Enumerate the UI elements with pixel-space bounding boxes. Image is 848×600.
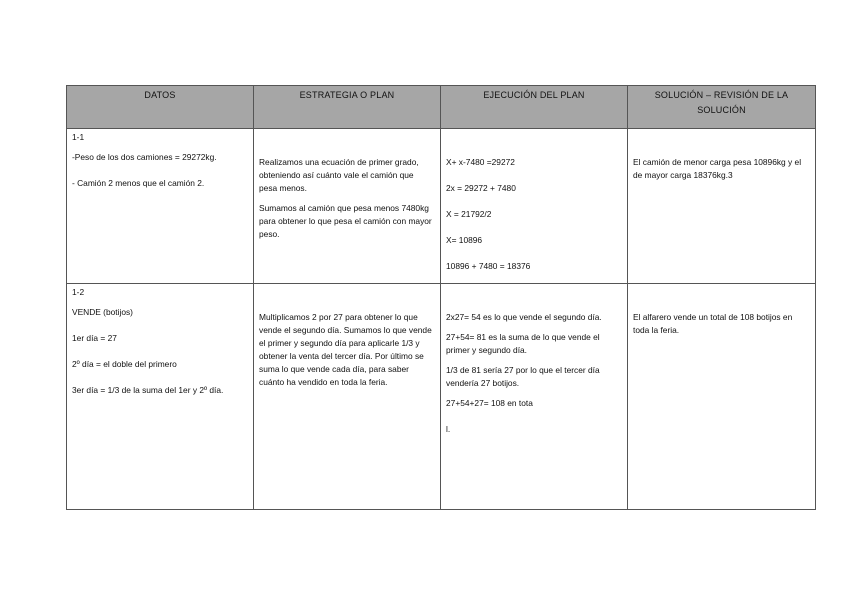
cell-estrategia [254, 284, 441, 510]
estrategia-paragraph: Multiplicamos 2 por 27 para obtener lo que vende el segundo día. Sumamos lo que vende el primer y segundo día para aplicarle 1/3 y obtener la venta del tercer día. Por último se suma lo que vende cada día, para saber cuánto ha vendido en toda la feria. [259, 312, 432, 387]
ejecucion-step: 27+54= 81 es la suma de lo que vende el primer y segundo día. [446, 332, 600, 355]
estrategia-paragraph: Realizamos una ecuación de primer grado, obteniendo así cuánto vale el camión que pesa menos. [259, 157, 419, 193]
cell-ejecucion [441, 129, 628, 284]
problem-id: 1-2 [72, 287, 85, 297]
ejecucion-step: 10896 + 7480 = 18376 [446, 261, 531, 271]
table-row [67, 284, 816, 510]
cell-solucion [628, 284, 816, 510]
ejecucion-step: l. [446, 424, 451, 434]
ejecucion-step: 2x27= 54 es lo que vende el segundo día. [446, 312, 602, 322]
ejecucion-step: X+ x-7480 =29272 [446, 157, 515, 167]
datos-line: VENDE (botijos) [72, 307, 133, 317]
header-ejecucion: EJECUCIÓN DEL PLAN [441, 86, 628, 129]
datos-line: 1er día = 27 [72, 333, 117, 343]
plan-table [66, 85, 816, 510]
cell-solucion [628, 129, 816, 284]
datos-line: 3er día = 1/3 de la suma del 1er y 2º día. [72, 385, 224, 395]
ejecucion-step: X = 21792/2 [446, 209, 492, 219]
cell-datos [67, 129, 254, 284]
cell-datos [67, 284, 254, 510]
cell-ejecucion [441, 284, 628, 510]
header-row [67, 86, 816, 129]
problem-id: 1-1 [72, 132, 85, 142]
header-datos: DATOS [67, 86, 254, 129]
solucion-text: El alfarero vende un total de 108 botijos en toda la feria. [633, 312, 793, 335]
ejecucion-step: 27+54+27= 108 en tota [446, 398, 533, 408]
header-estrategia: ESTRATEGIA O PLAN [254, 86, 441, 129]
estrategia-paragraph: Sumamos al camión que pesa menos 7480kg para obtener lo que pesa el camión con mayor peso. [259, 203, 432, 239]
header-solucion: SOLUCIÓN – REVISIÓN DE LA SOLUCIÓN [628, 86, 816, 129]
datos-line: - Camión 2 menos que el camión 2. [72, 178, 205, 188]
ejecucion-step: X= 10896 [446, 235, 483, 245]
cell-estrategia [254, 129, 441, 284]
ejecucion-step: 2x = 29272 + 7480 [446, 183, 516, 193]
solucion-text: El camión de menor carga pesa 10896kg y el de mayor carga 18376kg.3 [633, 157, 802, 180]
ejecucion-step: 1/3 de 81 sería 27 por lo que el tercer día vendería 27 botijos. [446, 365, 600, 388]
table-row [67, 129, 816, 284]
datos-line: 2º día = el doble del primero [72, 359, 177, 369]
datos-line: -Peso de los dos camiones = 29272kg. [72, 152, 217, 162]
